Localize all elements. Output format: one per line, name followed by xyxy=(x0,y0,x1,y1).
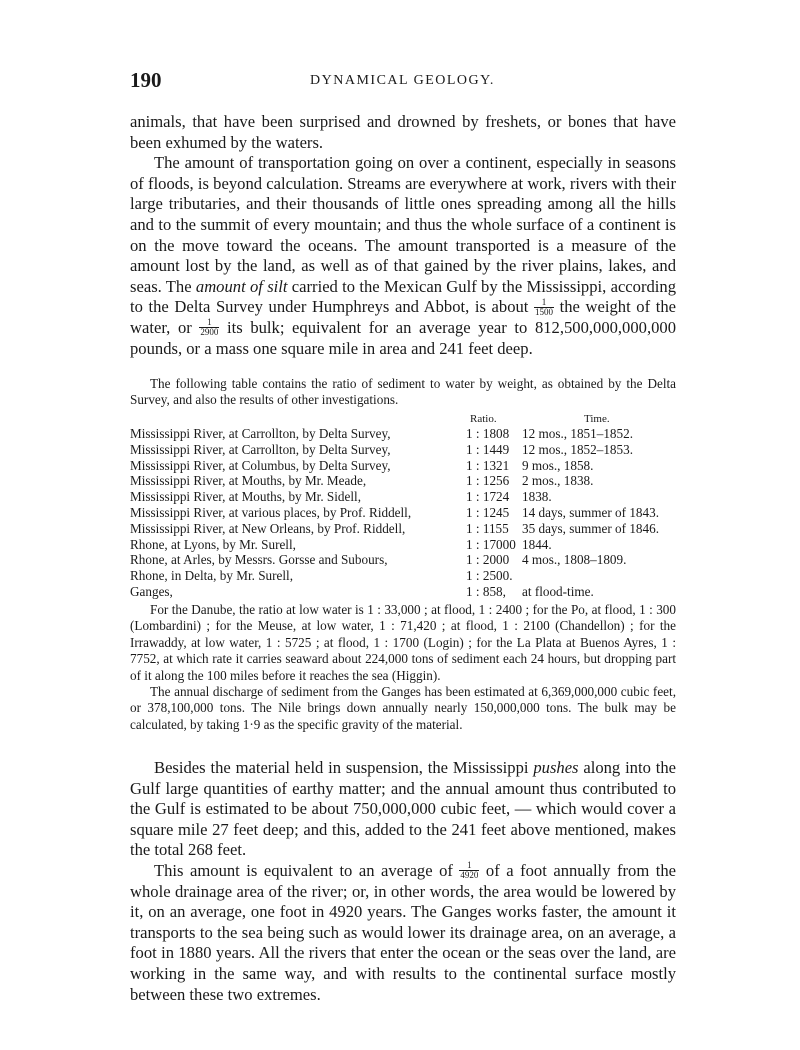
paragraph-suspension: Besides the material held in suspension, the Mississippi pushes along into the Gulf large quantities of earthy matter; and the annual amount thus contributed to the Gulf is estimated to be about 750,000,000 cubic feet, — which would cover a square mile 27 feet deep; and this, added to the 241 feet above mentioned, makes the total 268 feet. xyxy=(130,758,676,860)
time-cell: 14 days, summer of 1843. xyxy=(522,504,659,520)
table-intro: The following table contains the ratio of sediment to water by weight, as obtained by the Delta Survey, and also the results of other investigations. xyxy=(130,376,676,408)
page-number: 190 xyxy=(130,68,162,92)
table-row xyxy=(130,584,742,600)
ratio-cell: 1 : 1155 xyxy=(466,520,509,536)
table-row xyxy=(130,426,742,442)
emphasis-amount-of-silt: amount of silt xyxy=(195,276,288,296)
paragraph-drainage: This amount is equivalent to an average of $\frac{1}{4920}$ of a foot annually from the whole drainage area of the river; or, in other words, the area would be lowered by it, on an average, one foot in 4920 years. The Ganges works faster, the amount it transports to the sea being such as would lower its drainage area, on an average, a foot in 1880 years. All the rivers that enter the ocean or the seas over the land, are working in the same way, and with results to the continental surface mostly between these two extremes. xyxy=(130,860,676,1004)
ratio-cell: 1 : 2000 xyxy=(466,552,510,568)
paragraph-transportation: The amount of transportation going on over a continent, especially in seasons of floods, is beyond calculation. Streams are everywhere at work, rivers with their large tributaries, and their thousands of little ones spreading among all the hills and to the summit of every mountain; and thus the whole surface of a continent is on the move toward the oceans. The amount transported is a measure of the amount lost by the land, as well as of that gained by the river plains, lakes, and seas. The amount of silt carried to the Mexican Gulf by the Mississippi, according to the Delta Survey under Humphreys and Abbot, is about $\frac{1}{1500}$ the weight of the water, or $\frac{1}{2900}$ its bulk; equivalent for an average year to 812,500,000,000,000 pounds, or a mass one square mile in area and 241 feet deep. xyxy=(130,153,676,358)
fraction-1-4920: $\frac{1}{4920}$ xyxy=(460,860,479,881)
time-cell: 2 mos., 1838. xyxy=(522,473,594,489)
main-text-top xyxy=(130,112,676,359)
time-cell: 35 days, summer of 1846. xyxy=(522,520,659,536)
ratio-cell: 1 : 1245 xyxy=(466,504,510,520)
table-row xyxy=(130,473,742,489)
table-row xyxy=(130,505,742,521)
location-cell: Mississippi River, at Mouths, by Mr. Meade, xyxy=(130,473,367,489)
running-head: DYNAMICAL GEOLOGY. xyxy=(310,73,495,88)
location-cell: Ganges, xyxy=(130,583,173,599)
table-row xyxy=(130,552,742,568)
table-row xyxy=(130,568,742,584)
time-cell: 12 mos., 1852–1853. xyxy=(522,441,633,457)
location-cell: Rhone, at Arles, by Messrs. Gorsse and Subours, xyxy=(130,552,388,568)
emphasis-pushes: pushes xyxy=(533,758,579,777)
table-header-row xyxy=(130,412,742,426)
table-row xyxy=(130,521,742,537)
column-header-time: Time. xyxy=(584,413,610,425)
page-header xyxy=(130,66,675,96)
note-ganges-nile: The annual discharge of sediment from the Ganges has been estimated at 6,369,000,000 cubic feet, or 378,100,000 tons. The Nile brings down annually nearly 150,000,000 tons. The bulk may be calculated, by taking 1·9 as the specific gravity of the material. xyxy=(130,684,676,732)
paragraph-continued: animals, that have been surprised and drowned by freshets, or bones that have been exhumed by the waters. xyxy=(130,112,676,152)
location-cell: Rhone, in Delta, by Mr. Surell, xyxy=(130,568,293,584)
ratio-cell: 1 : 1449 xyxy=(466,441,510,457)
time-cell xyxy=(522,568,742,584)
location-cell: Mississippi River, at Carrollton, by Delta Survey, xyxy=(130,441,391,457)
time-cell: 1838. xyxy=(522,489,552,505)
time-cell: at flood-time. xyxy=(522,583,594,599)
table-row xyxy=(130,442,742,458)
location-cell: Mississippi River, at Mouths, by Mr. Sidell, xyxy=(130,489,362,505)
time-cell: 9 mos., 1858. xyxy=(522,457,594,473)
table-row xyxy=(130,458,742,474)
notes-block xyxy=(130,602,676,733)
main-text-bottom xyxy=(130,758,676,1005)
location-cell: Mississippi River, at various places, by Prof. Riddell, xyxy=(130,504,412,520)
time-cell: 1844. xyxy=(522,536,552,552)
ratio-cell: 1 : 1321 xyxy=(466,457,510,473)
ratio-cell: 1 : 2500. xyxy=(466,568,513,584)
location-cell: Mississippi River, at Columbus, by Delta Survey, xyxy=(130,457,391,473)
location-cell: Mississippi River, at New Orleans, by Prof. Riddell, xyxy=(130,520,406,536)
ratio-cell: 1 : 858, xyxy=(466,583,506,599)
ratio-cell: 1 : 1256 xyxy=(466,473,510,489)
table-row xyxy=(130,489,742,505)
location-cell: Mississippi River, at Carrollton, by Delta Survey, xyxy=(130,426,391,441)
time-cell: 12 mos., 1851–1852. xyxy=(522,426,633,441)
time-cell: 4 mos., 1808–1809. xyxy=(522,552,627,568)
ratio-cell: 1 : 17000 xyxy=(466,536,516,552)
ratio-cell: 1 : 1808 xyxy=(466,426,510,441)
location-cell: Rhone, at Lyons, by Mr. Surell, xyxy=(130,536,296,552)
sediment-ratio-table xyxy=(130,412,742,600)
fraction-1-2900: $\frac{1}{2900}$ xyxy=(200,317,219,338)
table-row xyxy=(130,537,742,553)
note-other-rivers: For the Danube, the ratio at low water is 1 : 33,000 ; at flood, 1 : 2400 ; for the Po, at flood, 1 : 300 (Lombardini) ; for the Meuse, at low water, 1 : 71,420 ; at flood, 1 : 2100 (Chandellon) ; for the Irrawaddy, at low water, 1 : 5725 ; at flood, 1 : 1700 (Login) ; for the La Plata at Buenos Ayres, 1 : 7752, at which rate it carries seaward about 224,000 tons of sediment each 24 hours, but dropping part of it along the 100 miles before it reaches the sea (Higgin). xyxy=(130,602,676,683)
fraction-1-1500: $\frac{1}{1500}$ xyxy=(535,296,554,317)
column-header-ratio: Ratio. xyxy=(470,413,497,425)
ratio-cell: 1 : 1724 xyxy=(466,489,510,505)
